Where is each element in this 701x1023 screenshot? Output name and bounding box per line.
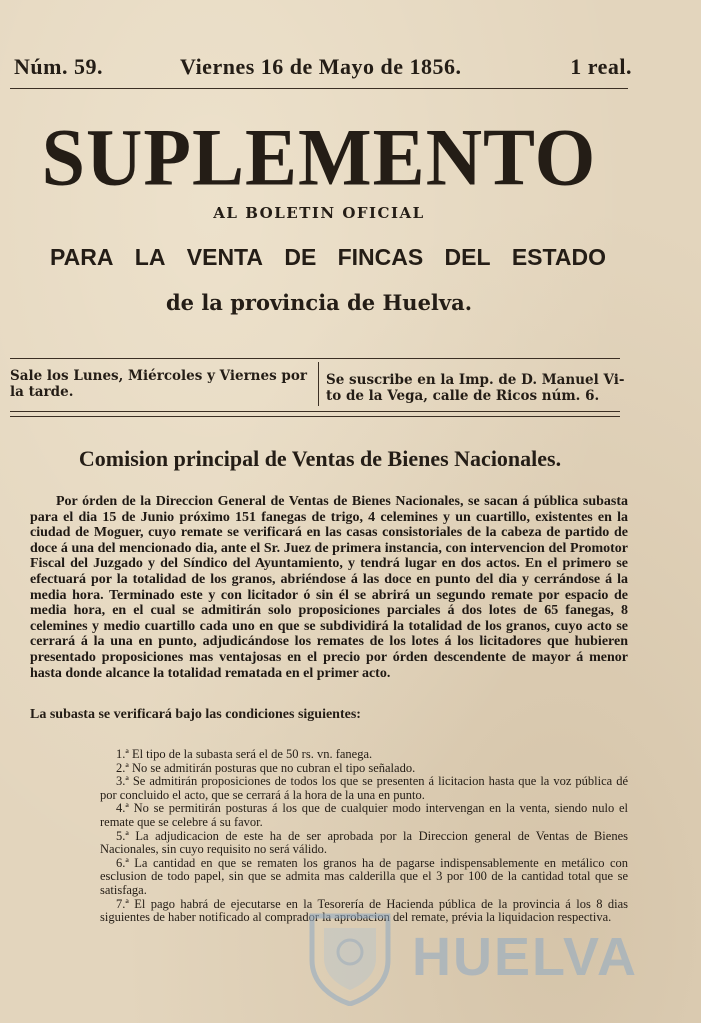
conditions-list <box>100 748 628 925</box>
publication-schedule: Sale los Lunes, Miércoles y Viernes por la tarde. <box>10 368 307 400</box>
subscription-info: Se suscribe en la Imp. de D. Manuel Vi- to de la Vega, calle de Ricos núm. 6. <box>326 372 625 404</box>
watermark-text: HUELVA <box>412 927 638 987</box>
condition-item: 4.ª No se permitirán posturas á los que de cualquier modo intervengan en la venta, siendo nulo el remate que se celebre á su favor. <box>100 801 628 829</box>
subtitle-venta <box>50 244 606 271</box>
subtitle-provincia: de la provincia de Huelva. <box>165 290 473 315</box>
section-title: Comision principal de Ventas de Bienes Nacionales. <box>78 446 562 471</box>
newspaper-title: SUPLEMENTO <box>41 110 597 203</box>
subtitle-word: VENTA <box>186 244 264 270</box>
announcement-body <box>30 494 628 681</box>
condition-item: 5.ª La adjudicacion de este ha de ser aprobada por la Direccion general de Ventas de Bienes Nacionales, sin cuyo requisito no será válido. <box>100 828 628 857</box>
conditions-intro: La subasta se verificará bajo las condiciones siguientes: <box>30 707 361 722</box>
condition-item: 6.ª La cantidad en que se rematen los granos ha de pagarse indispensablemente en metálico con esclusion de todo papel, sin que se admita mas calderilla que el 3 por 100 de la cantidad total que se satisfaga. <box>100 855 628 897</box>
condition-item: 2.ª No se admitirán posturas que no cubran el tipo señalado. <box>116 760 416 775</box>
announcement-paragraph: Por órden de la Direccion General de Ventas de Bienes Nacionales, se sacan á pública subasta para el dia 15 de Junio próximo 151 fanegas de trigo, 4 celemines y un cuartillo, existentes en la ciudad de Moguer, cuyo remate se verificará en las casas consistoriales de la cabeza de partido de doce á una del mencionado dia, ante el Sr. Juez de primera instancia, con intervencion del Promotor Fiscal del Juzgado y del Síndico del Ayuntamiento, y tendrá lugar en dos actos. En el primero se efectuará por la totalidad de los granos, abriéndose á las doce en punto del dia y cerrándose á la media hora. Terminado este y con licitador ó sin él se abrirá un segundo remate por espacio de media hora, en el cual se admitirán solo proposiciones parciales á dos lotes de 65 fanegas, 8 celemines y medio cuartillo cada uno en que se subdividirá la totalidad de los granos, cuyo acto se cerrará á la una en punto, adjudicándose los remates de los lotes á los licitadores que hubieren presentado proposiciones mas ventajosas en el precio por órden descendente de mayor á menor hasta donde alcance la totalidad rematada en el primer acto. <box>30 494 628 681</box>
subtitle-word: DEL <box>444 244 491 270</box>
issue-date: Viernes 16 de Mayo de 1856. <box>180 54 462 79</box>
info-rule-top <box>10 358 620 359</box>
subtitle-word: LA <box>134 244 166 270</box>
condition-item: 7.ª El pago habrá de ejecutarse en la Tesorería de Hacienda pública de la provincia á los 8 dias siguientes de haber notificado al comprador la aprobacion del remate, prévia la liquidacion respectiva. <box>100 896 628 925</box>
info-column-separator <box>318 362 319 406</box>
subtitle-boletin: AL BOLETIN OFICIAL <box>213 204 425 222</box>
masthead-rule <box>10 88 628 89</box>
subtitle-word: DE <box>284 244 317 270</box>
subtitle-word: PARA <box>50 244 114 270</box>
condition-item: 3.ª Se admitirán proposiciones de todos los que se presenten á licitacion hasta que la voz pública dé por concluido el acto, que se cerrará á la hora de la una en punto. <box>100 774 628 802</box>
shield-emblem-icon <box>302 910 398 1006</box>
condition-item: 1.ª El tipo de la subasta será el de 50 rs. vn. fanega. <box>116 747 373 761</box>
info-rule-bottom-double <box>10 416 620 417</box>
issue-number: Núm. 59. <box>14 54 103 79</box>
subtitle-word: ESTADO <box>511 244 606 270</box>
issue-price: 1 real. <box>570 54 632 79</box>
library-watermark <box>298 910 648 1006</box>
info-rule-bottom <box>10 411 620 412</box>
subtitle-word: FINCAS <box>337 244 424 270</box>
